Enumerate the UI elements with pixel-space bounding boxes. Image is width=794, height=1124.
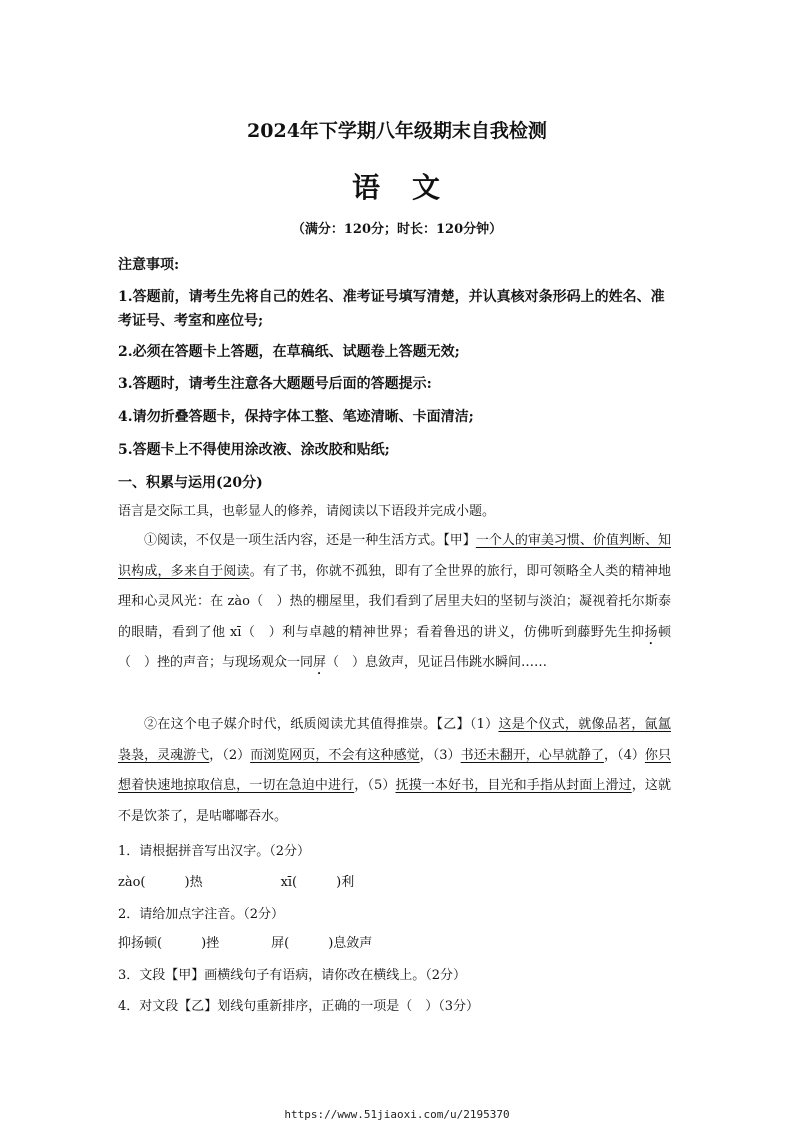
underlined-sentence-jia: 一个人的审美习惯、价值判断、知识构成，多来自于阅读 [118, 533, 671, 579]
underlined-sentence-5: 抚摸一本好书，目光和手指从封面上滑过 [395, 778, 632, 793]
section-intro: 语言是交际工具，也彰显人的修养，请阅读以下语段并完成小题。 [118, 504, 496, 519]
para2-text: ，（2） [209, 747, 251, 763]
para2-text: ，（4） [604, 747, 645, 763]
dotted-char: 扬 [644, 624, 658, 640]
question-1-blanks: zào( )热 xī( )利 [118, 875, 355, 890]
footer-url: https://www.51jiaoxi.com/u/2195370 [284, 1108, 510, 1121]
para1-text: 。有了书，你就不孤独，即有了全世界的旅行，即可领略全人类的精神地理和心灵风光：在 zào（ ）热的棚屋里，我们看到了居里夫妇的坚韧与淡泊；凝视着托尔斯泰的眼睛，看到了他 xī（ ）利与卓越的精神世界；看着鲁迅的讲义，仿佛听到藤野先生抑 [118, 563, 671, 640]
para1-text: 顿（ ）挫的声音；与现场观众一同 [118, 624, 671, 670]
notice-item: 4.请勿折叠答题卡，保持字体工整、笔迹清晰、卡面清洁; [118, 409, 474, 425]
subject-title: 语 文 [351, 171, 442, 204]
para2-text: ，这就不是饮茶了，是咕嘟嘟吞水。 [118, 778, 671, 824]
question-4: 4．对文段【乙】划线句重新排序，正确的一项是（ ）（3分） [118, 999, 480, 1014]
para2-text: ，（5） [354, 778, 396, 793]
notice-heading: 注意事项: [118, 257, 180, 273]
underlined-sentence-2: 而浏览网页，不会有这种感觉 [250, 747, 420, 763]
para2-text: ②在这个电子媒介时代，纸质阅读尤其值得推崇。【乙】（1） [144, 717, 499, 732]
para2-text: ，（3） [419, 747, 461, 763]
section-heading: 一、积累与运用(20分) [118, 475, 263, 491]
question-2-blanks: 抑扬顿( )挫 屏( )息敛声 [118, 936, 373, 951]
passage-paragraph-2 [118, 710, 671, 832]
para1-text: （ ）息敛声，见证吕伟跳水瞬间…… [326, 655, 548, 670]
dotted-char: 屏 [313, 655, 327, 670]
passage-paragraph-1 [118, 526, 671, 679]
question-2: 2．请给加点字注音。（2分） [118, 907, 285, 922]
score-info: （满分：120分；时长：120分钟） [291, 222, 503, 237]
notice-item: 5.答题卡上不得使用涂改液、涂改胶和贴纸; [118, 442, 390, 458]
para1-text: ①阅读，不仅是一项生活内容，还是一种生活方式。【甲】 [144, 533, 476, 548]
underlined-sentence-1: 这是个仪式，就像品茗，氤氲袅袅，灵魂游弋 [118, 717, 671, 763]
question-1: 1．请根据拼音写出汉字。（2分） [118, 844, 311, 859]
underlined-sentence-4: 你只想着快速地掠取信息，一切在急迫中进行 [118, 747, 671, 793]
notice-item: 2.必须在答题卡上答题，在草稿纸、试题卷上答题无效; [118, 344, 460, 360]
underlined-sentence-3: 书还未翻开，心早就静了 [460, 747, 604, 763]
question-3: 3．文段【甲】画横线句子有语病，请你改在横线上。（2分） [118, 968, 467, 983]
exam-title: 2024年下学期八年级期末自我检测 [247, 120, 547, 142]
notice-item: 3.答题时，请考生注意各大题题号后面的答题提示: [118, 376, 432, 392]
notice-item: 1.答题前，请考生先将自己的姓名、准考证号填写清楚，并认真核对条形码上的姓名、准考证号、考室和座位号; [118, 289, 665, 329]
